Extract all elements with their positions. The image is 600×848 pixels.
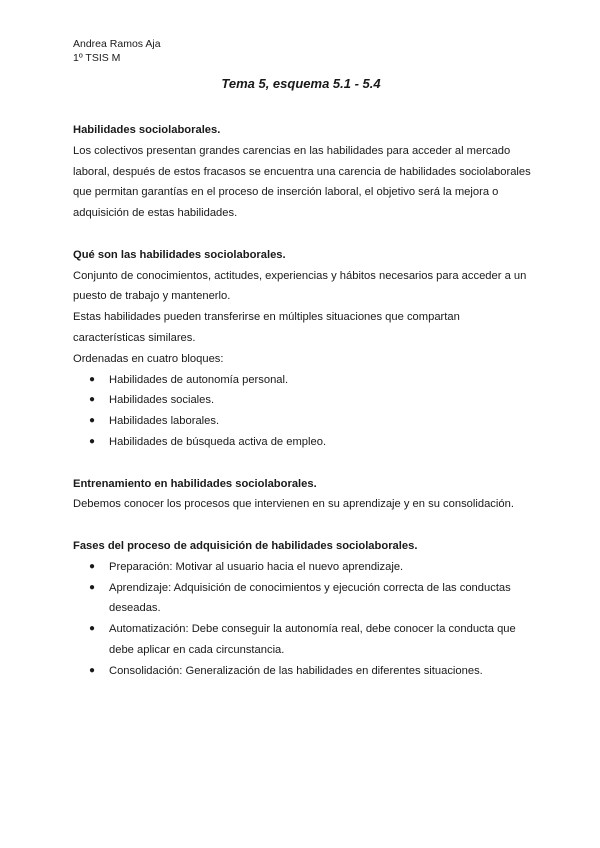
- list-item: [73, 370, 533, 391]
- list-item: [73, 557, 533, 578]
- list-item: [73, 661, 533, 682]
- section-heading: Fases del proceso de adquisición de habilidades sociolaborales.: [73, 539, 418, 552]
- list-item: [73, 390, 533, 411]
- list-item-text: Habilidades de búsqueda activa de empleo.: [109, 435, 327, 448]
- document-title-text: Tema 5, esquema 5.1 - 5.4: [221, 76, 381, 91]
- course-name: 1º TSIS M: [73, 52, 121, 64]
- author-name: Andrea Ramos Aja: [73, 38, 161, 50]
- section-paragraph: Ordenadas en cuatro bloques:: [73, 352, 224, 365]
- section-habilidades: [73, 120, 533, 224]
- list-item: [73, 432, 533, 453]
- bullet-icon: ●: [89, 581, 96, 593]
- list-item-text: Automatización: Debe conseguir la autonomía real, debe conocer la conducta que debe aplicar en cada circunstancia.: [109, 623, 516, 656]
- section-paragraph: Conjunto de conocimientos, actitudes, experiencias y hábitos necesarios para acceder a un puesto de trabajo y mantenerlo.: [73, 269, 527, 303]
- bullet-icon: ●: [89, 435, 96, 447]
- document-body: [73, 120, 533, 702]
- document-header: [73, 37, 161, 65]
- list-item-text: Aprendizaje: Adquisición de conocimientos y ejecución correcta de las conductas deseadas.: [109, 581, 511, 615]
- list-item: [73, 578, 533, 620]
- section-paragraph: Estas habilidades pueden transferirse en múltiples situaciones que compartan características similares.: [73, 311, 460, 344]
- bullet-icon: ●: [89, 394, 96, 406]
- section-heading: Entrenamiento en habilidades sociolaborales.: [73, 477, 317, 490]
- bullet-icon: ●: [89, 415, 96, 427]
- list-item: [73, 619, 533, 661]
- bullet-icon: ●: [89, 373, 96, 385]
- section-paragraph: Debemos conocer los procesos que intervienen en su aprendizaje y en su consolidación.: [73, 498, 514, 511]
- bullet-icon: ●: [89, 623, 96, 635]
- section-entrenamiento: [73, 474, 533, 516]
- list-item-text: Consolidación: Generalización de las habilidades en diferentes situaciones.: [109, 664, 483, 677]
- section-paragraph: Los colectivos presentan grandes carencias en las habilidades para acceder al mercado laboral, después de estos fracasos se encuentra una carencia de habilidades sociolaborales que permitan garantías en el proceso de inserción laboral, el objetivo será la mejora o adquisición de estas habilidades.: [73, 144, 531, 220]
- bulleted-list: [73, 370, 533, 453]
- section-heading: Habilidades sociolaborales.: [73, 124, 221, 136]
- document-title: [0, 76, 600, 91]
- list-item-text: Preparación: Motivar al usuario hacia el nuevo aprendizaje.: [109, 560, 404, 573]
- bullet-icon: ●: [89, 560, 96, 572]
- section-heading: Qué son las habilidades sociolaborales.: [73, 248, 286, 261]
- section-que-son: [73, 245, 533, 453]
- bulleted-list: [73, 557, 533, 682]
- bullet-icon: ●: [89, 664, 96, 676]
- list-item-text: Habilidades laborales.: [109, 415, 220, 428]
- list-item-text: Habilidades sociales.: [109, 394, 215, 407]
- section-fases: [73, 536, 533, 682]
- list-item: [73, 411, 533, 432]
- list-item-text: Habilidades de autonomía personal.: [109, 373, 289, 386]
